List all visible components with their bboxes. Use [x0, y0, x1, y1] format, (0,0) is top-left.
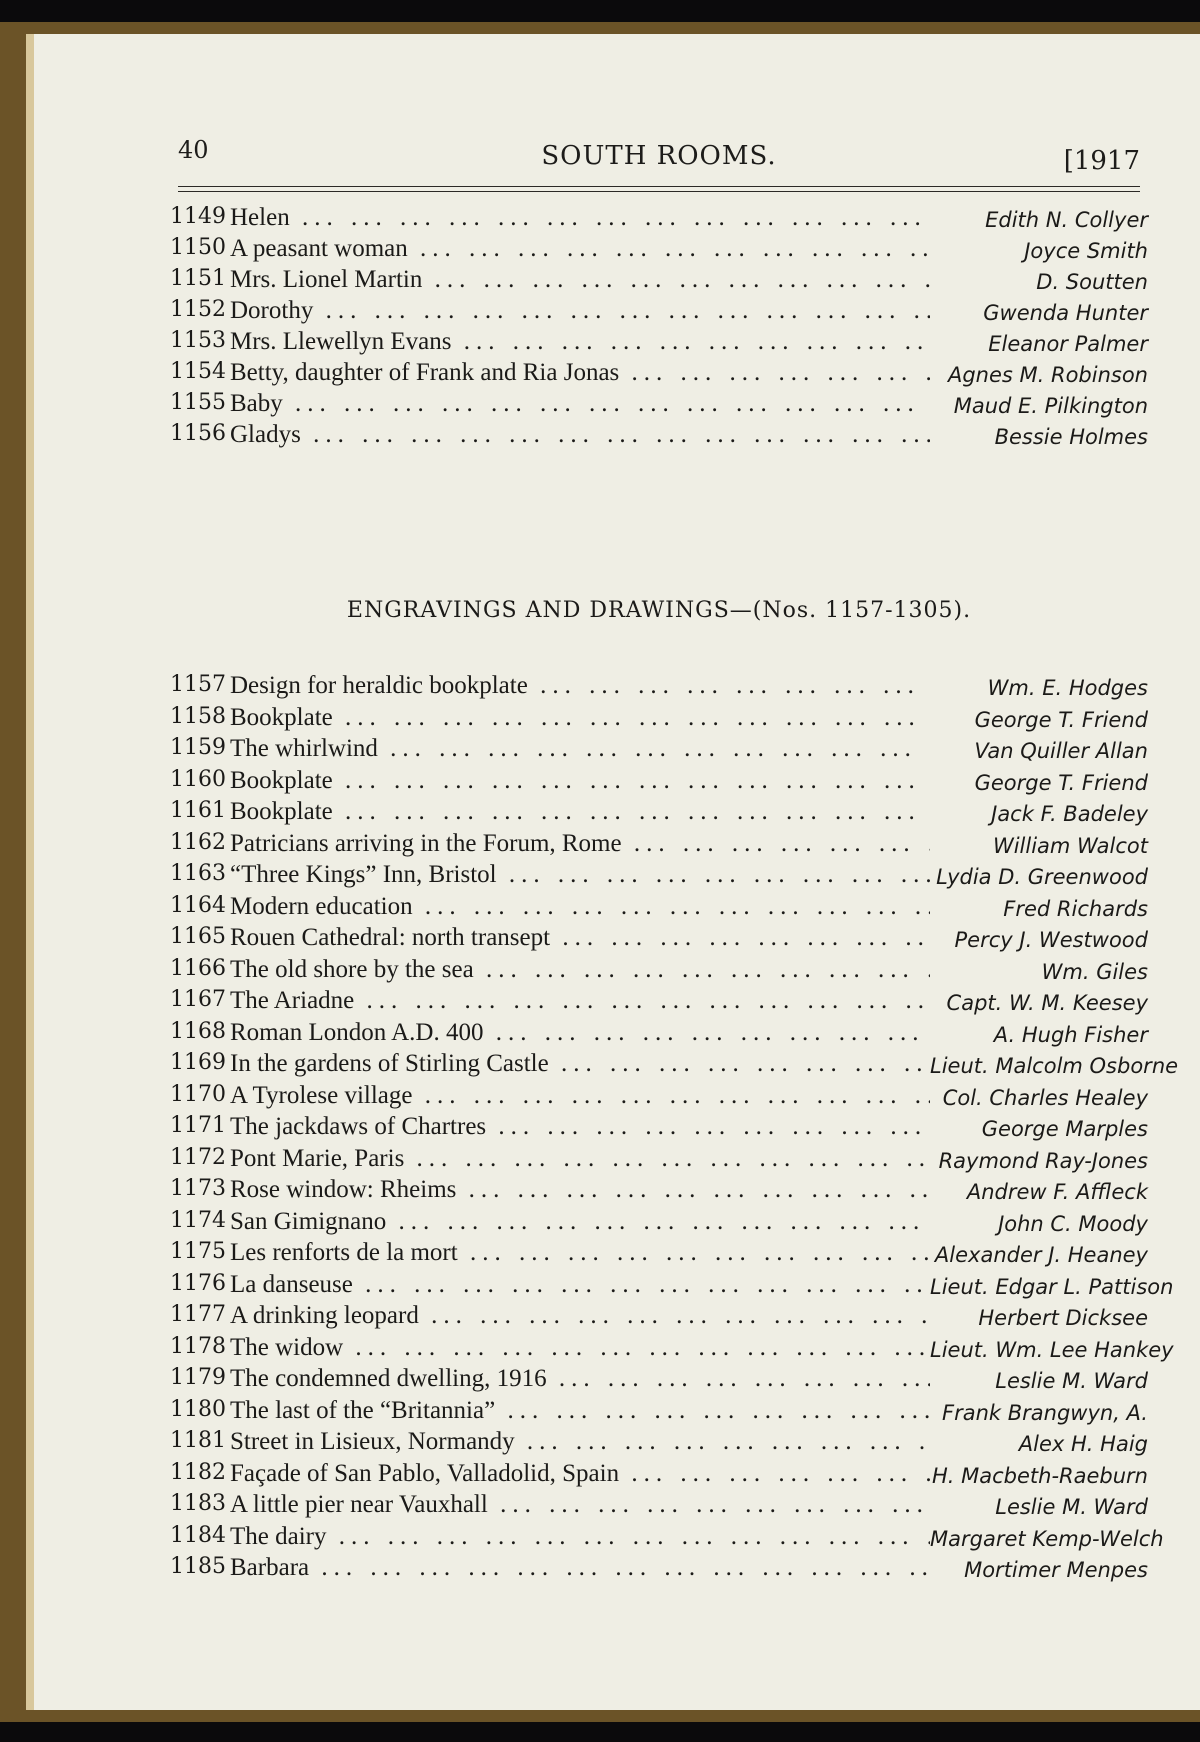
entry-artist: Col. Charles Healey — [942, 1085, 1148, 1110]
section-title: ENGRAVINGS AND DRAWINGS—(Nos. 1157-1305). — [346, 598, 972, 623]
catalogue-entry — [170, 1491, 1148, 1523]
entry-artist: Gwenda Hunter — [983, 301, 1148, 325]
entry-artist: George T. Friend — [974, 707, 1148, 732]
catalogue-entry — [170, 893, 1148, 925]
catalogue-entry — [170, 1176, 1148, 1208]
entry-title: Pont Marie, Paris ... . — [230, 1145, 930, 1173]
entry-number: 1176 — [170, 1270, 226, 1296]
entry-artist: Agnes M. Robinson — [947, 363, 1148, 387]
entry-artist: William Walcot — [992, 833, 1148, 858]
entry-title: Betty, daughter of Frank and Ria Jonas ... . — [230, 359, 930, 387]
catalogue-entry — [170, 421, 1148, 452]
catalogue-entry — [170, 297, 1148, 328]
entries-list-engravings — [170, 672, 1179, 1586]
entry-title: The whirlwind ... . — [230, 735, 930, 763]
catalogue-entry — [170, 1522, 1164, 1555]
catalogue-entry — [170, 1428, 1148, 1460]
entry-number: 1185 — [170, 1554, 226, 1579]
catalogue-entry — [170, 735, 1148, 767]
entry-title: A peasant woman ... . — [230, 235, 930, 263]
entry-number: 1152 — [170, 297, 226, 322]
entry-title: Street in Lisieux, Normandy ... . — [230, 1428, 930, 1456]
entry-artist: Raymond Ray-Jones — [938, 1148, 1148, 1173]
page-title: SOUTH ROOMS. — [541, 141, 777, 171]
entry-artist: Capt. W. M. Keesey — [946, 991, 1148, 1015]
catalogue-entry — [170, 390, 1148, 421]
entry-artist: Edith N. Collyer — [985, 208, 1148, 232]
catalogue-entry — [170, 704, 1148, 736]
entry-number: 1157 — [170, 672, 226, 697]
entry-artist: George Marples — [981, 1117, 1148, 1141]
page-year: [1917 — [1063, 146, 1140, 176]
entry-number: 1177 — [170, 1302, 226, 1327]
entry-title: Les renforts de la mort ... . — [230, 1239, 930, 1267]
entry-artist: Lieut. Malcolm Osborne — [930, 1054, 1179, 1078]
entry-number: 1159 — [170, 735, 226, 760]
entry-number: 1173 — [170, 1176, 226, 1201]
entry-artist: John C. Moody — [998, 1211, 1148, 1236]
entry-number: 1175 — [170, 1239, 226, 1264]
entry-number: 1156 — [170, 421, 226, 446]
entry-number: 1149 — [170, 204, 226, 229]
entry-artist: Maud E. Pilkington — [953, 394, 1148, 418]
page-number: 40 — [178, 136, 209, 164]
entry-title: Mrs. Lionel Martin ... . — [230, 266, 930, 294]
entry-artist: Wm. E. Hodges — [987, 676, 1148, 700]
entry-title: Rose window: Rheims ... . — [230, 1176, 930, 1204]
catalogue-entry — [170, 235, 1148, 266]
entry-artist: Joyce Smith — [1024, 239, 1148, 263]
entry-title: A little pier near Vauxhall ... . — [230, 1491, 930, 1519]
entry-number: 1160 — [170, 766, 226, 792]
entry-number: 1153 — [170, 328, 226, 353]
entry-title: Design for heraldic bookplate ... . — [230, 672, 930, 700]
entry-title: Rouen Cathedral: north transept ... . — [230, 924, 930, 952]
catalogue-entry — [170, 1302, 1148, 1334]
entry-title: The dairy ... . — [230, 1523, 930, 1551]
catalogue-entry — [170, 328, 1148, 359]
catalogue-entry — [170, 767, 1148, 799]
entry-artist: Alexander J. Heaney — [934, 1243, 1148, 1267]
entry-artist: Percy J. Westwood — [954, 928, 1148, 952]
entry-number: 1165 — [170, 924, 226, 949]
entry-title: San Gimignano ... . — [230, 1208, 930, 1236]
catalogue-entry — [170, 1082, 1148, 1114]
entry-number: 1150 — [170, 235, 226, 260]
entry-artist: Lydia D. Greenwood — [936, 865, 1148, 889]
entry-title: A drinking leopard ... . — [230, 1302, 930, 1330]
entry-number: 1174 — [170, 1207, 226, 1233]
catalogue-entry — [170, 830, 1148, 862]
entry-artist: Andrew F. Affleck — [966, 1180, 1148, 1204]
catalogue-entry — [170, 924, 1148, 956]
entry-artist: Fred Richards — [1003, 896, 1148, 921]
catalogue-entry — [170, 1239, 1148, 1271]
catalogue-entry — [170, 359, 1148, 390]
catalogue-entry — [170, 1460, 1148, 1492]
entry-title: Bookplate ... . — [230, 767, 930, 795]
entry-title: Patricians arriving in the Forum, Rome ... . — [230, 830, 930, 858]
entry-number: 1170 — [170, 1081, 226, 1107]
entry-number: 1184 — [170, 1522, 226, 1548]
entry-title: Mrs. Llewellyn Evans ... . — [230, 328, 930, 356]
catalogue-entry — [170, 1554, 1148, 1586]
entry-artist: George T. Friend — [974, 770, 1148, 795]
entry-title: Barbara ... . — [230, 1554, 930, 1582]
entry-number: 1158 — [170, 703, 226, 729]
entry-title: Modern education ... . — [230, 893, 930, 921]
entry-title: Bookplate ... . — [230, 704, 930, 732]
catalogue-entry — [170, 1365, 1148, 1397]
entry-title: A Tyrolese village ... . — [230, 1082, 930, 1110]
entry-artist: Bessie Holmes — [994, 425, 1148, 449]
entry-title: Bookplate ... . — [230, 798, 930, 826]
entry-number: 1151 — [170, 266, 226, 291]
entry-artist: Van Quiller Allan — [974, 739, 1148, 763]
entry-title: The old shore by the sea ... . — [230, 956, 930, 984]
entry-artist: H. Macbeth-Raeburn — [931, 1463, 1148, 1488]
entry-artist: Herbert Dicksee — [978, 1306, 1148, 1330]
catalogue-entry — [170, 798, 1148, 830]
entry-artist: Margaret Kemp-Welch — [930, 1526, 1164, 1551]
catalogue-entry — [170, 1397, 1148, 1429]
entry-artist: Frank Brangwyn, A. — [942, 1400, 1148, 1425]
entry-title: The condemned dwelling, 1916 ... . — [230, 1365, 930, 1393]
catalogue-entry — [170, 956, 1148, 988]
entry-number: 1167 — [170, 987, 226, 1012]
entry-artist: A. Hugh Fisher — [993, 1022, 1148, 1047]
entry-number: 1178 — [170, 1333, 226, 1359]
entry-artist: Alex H. Haig — [1018, 1432, 1148, 1456]
page-header — [178, 106, 1140, 176]
entry-title: The last of the “Britannia” ... . — [230, 1397, 930, 1425]
entry-title: The jackdaws of Chartres ... . — [230, 1113, 930, 1141]
entry-title: La danseuse ... . — [230, 1271, 930, 1299]
header-rule — [178, 186, 1140, 187]
entry-title: The Ariadne ... . — [230, 987, 930, 1015]
catalogue-entry — [170, 1208, 1148, 1240]
entry-number: 1163 — [170, 861, 226, 886]
catalogue-entry — [170, 266, 1148, 297]
entry-title: In the gardens of Stirling Castle ... . — [230, 1050, 930, 1078]
entry-number: 1166 — [170, 955, 226, 981]
catalogue-entry — [170, 1019, 1148, 1051]
entry-number: 1154 — [170, 359, 226, 384]
catalogue-entry — [170, 1145, 1148, 1177]
entry-title: Roman London A.D. 400 ... . — [230, 1019, 930, 1047]
catalogue-entry — [170, 987, 1148, 1019]
entry-number: 1162 — [170, 829, 226, 855]
entry-number: 1181 — [170, 1428, 226, 1453]
catalogue-entry — [170, 861, 1148, 893]
entries-list-paintings — [170, 204, 1148, 452]
entry-title: “Three Kings” Inn, Bristol ... . — [230, 861, 930, 889]
entry-title: Dorothy ... . — [230, 297, 930, 325]
entry-number: 1182 — [170, 1459, 226, 1485]
entry-number: 1179 — [170, 1365, 226, 1390]
entry-number: 1171 — [170, 1113, 226, 1138]
entry-artist: Jack F. Badeley — [991, 802, 1148, 826]
entry-artist: Wm. Giles — [1041, 959, 1148, 984]
entry-title: The widow ... . — [230, 1334, 930, 1362]
entry-title: Gladys ... . — [230, 421, 930, 449]
header-rule-thin — [178, 191, 1140, 192]
catalogue-entry — [170, 204, 1148, 235]
catalogue-entry — [170, 1050, 1179, 1082]
catalogue-entry — [170, 1270, 1174, 1303]
entry-number: 1172 — [170, 1144, 226, 1170]
catalogue-entry — [170, 672, 1148, 704]
entry-number: 1180 — [170, 1396, 226, 1422]
catalogue-entry — [170, 1333, 1174, 1366]
catalogue-entry — [170, 1113, 1148, 1145]
entry-artist: D. Soutten — [1036, 270, 1148, 294]
entry-number: 1161 — [170, 798, 226, 823]
entry-title: Helen ... . — [230, 204, 930, 232]
entry-number: 1168 — [170, 1018, 226, 1044]
entry-artist: Leslie M. Ward — [995, 1495, 1148, 1519]
entry-title: Façade of San Pablo, Valladolid, Spain ... . — [230, 1460, 930, 1488]
entry-title: Baby ... . — [230, 390, 930, 418]
entry-number: 1164 — [170, 892, 226, 918]
entry-number: 1183 — [170, 1491, 226, 1516]
entry-artist: Eleanor Palmer — [988, 332, 1148, 356]
entry-number: 1155 — [170, 390, 226, 415]
entry-artist: Leslie M. Ward — [995, 1369, 1148, 1393]
entry-artist: Lieut. Wm. Lee Hankey — [930, 1337, 1174, 1362]
entry-artist: Mortimer Menpes — [964, 1558, 1148, 1582]
entry-artist: Lieut. Edgar L. Pattison — [930, 1274, 1174, 1299]
entry-number: 1169 — [170, 1050, 226, 1075]
